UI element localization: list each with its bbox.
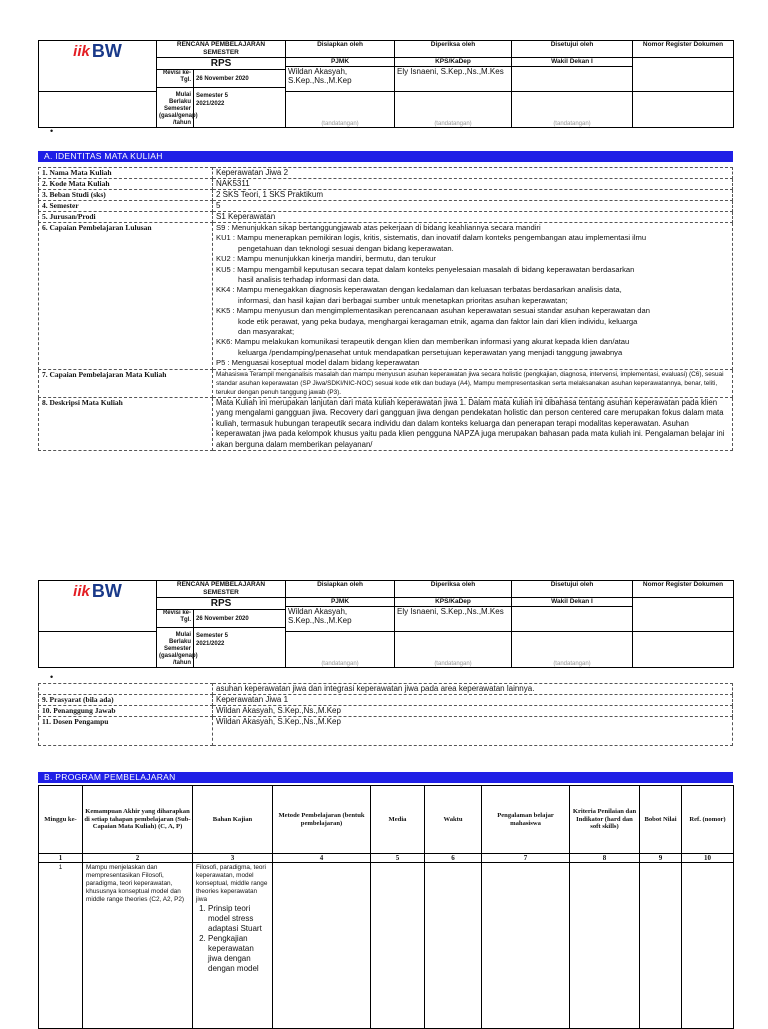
col-weight: Bobot Nilai: [640, 786, 682, 854]
identity-row: [39, 212, 733, 223]
media-cell: [371, 863, 425, 1029]
semester-value: Semester 5: [196, 632, 229, 639]
logo-text: BW: [91, 41, 122, 61]
list-item: 1. Prinsip teori model stress adaptasi Stuart: [208, 904, 269, 934]
col-number: 6: [425, 854, 482, 863]
row-label: 3. Beban Studi (sks): [39, 190, 213, 201]
row-value: 5: [213, 201, 733, 212]
doc-code: RPS: [157, 58, 286, 70]
row-value: Wildan Akasyah, S.Kep.,Ns.,M.Kep: [213, 717, 733, 746]
revisi-label: Revisi ke-: [162, 610, 191, 616]
signature-approved: (tandatangan): [512, 92, 633, 128]
semester-value: Semester 5: [196, 92, 229, 99]
row-value: S1 Keperawatan: [213, 212, 733, 223]
experience-cell: [482, 863, 570, 1029]
cpmk-text: Mahasiswa Terampil menganalisis masalah dan mampu menyusun asuhan keperawatan jiwa secara holistic (pengkajian, diagnosa, intervensi, implementasi, evaluasi) (C6), sesuai standar asuhan keperawatan (SP Jiwa/SDKI/NIC-NOC) sesuai kode etik dan budaya (A4), Mampu mempresentasikan serta melaksanakan asuhan keperawatannya, benar, teliti, terukur dengan penuh tanggung jawab (P3).: [213, 369, 733, 397]
approved-name: [512, 67, 633, 92]
material-cell: [193, 863, 273, 1029]
bullet: •: [50, 126, 54, 136]
row-value: 2 SKS Teori, 1 SKS Praktikum: [213, 190, 733, 201]
col-number: 10: [682, 854, 734, 863]
description-row: [39, 397, 733, 451]
cpl-line: S9 : Menunjukkan sikap bertanggungjawab atas pekerjaan di bidang keahliannya secara mandiri: [216, 223, 541, 232]
logo: [39, 581, 157, 632]
row-label: 9. Prasyarat (bila ada): [39, 695, 213, 706]
signature-checked: (tandatangan): [395, 632, 512, 668]
cpl-content: [213, 223, 733, 370]
logo: [39, 41, 157, 92]
checked-name: Ely Isnaeni, S.Kep.,Ns.,M.Kes: [395, 607, 512, 632]
weight-cell: [640, 863, 682, 1029]
checked-role: KPS/KaDep: [395, 58, 512, 67]
identity-row: [39, 717, 733, 746]
identity-row: [39, 190, 733, 201]
cpl-line: pengetahuan dan teknologi sesuai dengan bidang keperawatan.: [238, 243, 454, 253]
col-number: 5: [371, 854, 425, 863]
col-week: Minggu ke-: [39, 786, 83, 854]
criteria-cell: [570, 863, 640, 1029]
prepared-role: PJMK: [286, 598, 395, 607]
date-value: 26 November 2020: [194, 70, 286, 88]
row-label: 4. Semester: [39, 201, 213, 212]
continued-row: [39, 684, 733, 695]
description-label: 8. Deskripsi Mata Kuliah: [39, 397, 213, 451]
ref-cell: [682, 863, 734, 1029]
mulai-label: Mulai Berlaku: [168, 631, 191, 645]
col-time: Waktu: [425, 786, 482, 854]
document-header: [38, 580, 734, 668]
semester-label: Semester: [163, 105, 191, 112]
identity-row: [39, 201, 733, 212]
prepared-name: Wildan Akasyah, S.Kep.,Ns.,M.Kep: [286, 607, 395, 632]
row-label: 10. Penanggung Jawab: [39, 706, 213, 717]
col-number: 2: [83, 854, 193, 863]
cpl-line: P5 : Menguasai koseptual model dalam bidang keperawatan: [216, 358, 420, 368]
row-value: Wildan Akasyah, S.Kep.,Ns.,M.Kep: [213, 706, 733, 717]
material-intro: Filosofi, paradigma, teori keperawatan, model konseptual, middle range theories keperawatan jiwa: [196, 864, 268, 903]
cpl-line: dan masyarakat;: [238, 327, 295, 337]
identity-row: [39, 706, 733, 717]
row-label: 11. Dosen Pengampu: [39, 717, 213, 746]
row-label: 5. Jurusan/Prodi: [39, 212, 213, 223]
cpl-line: kode etik perawat, yang peka budaya, menghargai keragaman etnik, agama dan faktor lain dari klien individu, keluarga: [238, 316, 638, 326]
semester-label: Semester: [163, 645, 191, 652]
program-table: [38, 785, 734, 1029]
approved-role: Wakil Dekan I: [512, 58, 633, 67]
doc-code: RPS: [157, 598, 286, 610]
bullet: •: [50, 672, 54, 682]
cpl-label: 6. Capaian Pembelajaran Lulusan: [39, 223, 213, 370]
col-material: Bahan Kajian: [193, 786, 273, 854]
register-label: Nomor Register Dokumen: [633, 581, 734, 598]
prepared-name: Wildan Akasyah, S.Kep.,Ns.,M.Kep: [286, 67, 395, 92]
prepared-role: PJMK: [286, 58, 395, 67]
row-value: NAK5311: [213, 179, 733, 190]
col-method: Metode Pembelajaran (bentuk pembelajaran): [273, 786, 371, 854]
col-criteria: Kriteria Penilaian dan Indikator (hard dan soft skills): [570, 786, 640, 854]
prepared-by-label: Disiapkan oleh: [286, 581, 395, 598]
cpmk-label: 7. Capaian Pembelajaran Mata Kuliah: [39, 369, 213, 397]
col-number: 3: [193, 854, 273, 863]
approved-by-label: Disetujui oleh: [512, 41, 633, 58]
section-a-title: A. IDENTITAS MATA KULIAH: [38, 151, 733, 162]
identity-table-continued: [38, 683, 733, 746]
header-row: [39, 786, 734, 854]
cpl-line: KK5 : Mampu menyusun dan mengimplementasikan perencanaan asuhan keperawatan sesuai standar asuhan keperawatan dan: [216, 306, 650, 316]
approved-role: Wakil Dekan I: [512, 598, 633, 607]
identity-row: [39, 695, 733, 706]
identity-table: [38, 167, 733, 451]
identity-row: [39, 179, 733, 190]
plan-title: RENCANA PEMBELAJARAN SEMESTER: [157, 41, 286, 58]
cpl-line: informasi, dan hasil kajian dari berbagai sumber untuk menetapkan prioritas asuhan keperawatan;: [238, 295, 568, 305]
cpl-line: KU2 : Mampu menunjukkan kinerja mandiri, bermutu, dan terukur: [216, 254, 436, 264]
register-label: Nomor Register Dokumen: [633, 41, 734, 58]
year-value: 2021/2022: [196, 100, 225, 107]
table-row: [39, 863, 734, 1029]
col-number: 8: [570, 854, 640, 863]
date-value: 26 November 2020: [194, 610, 286, 628]
col-number: 7: [482, 854, 570, 863]
list-item: 2. Pengkajian keperawatan jiwa dengan dengan model: [208, 934, 269, 974]
cpl-line: KU1 : Mampu menerapkan pemikiran logis, kritis, sistematis, dan inovatif dalam konteks pengembangan atau implementasi ilmu: [216, 233, 647, 243]
logo-mark: iik: [73, 583, 90, 600]
cpl-line: KK4 : Mampu menegakkan diagnosis keperawatan dengan kedalaman dan keluasan terbatas berdasarkan analisis data,: [216, 285, 622, 295]
approved-name: [512, 607, 633, 632]
row-value: Keperawatan Jiwa 1: [213, 695, 733, 706]
ability-cell: Mampu menjelaskan dan mempresentasikan Filosofi, paradigma, teori keperawatan, khususnya konseptual model dan middle range theories (C2, A2, P2): [83, 863, 193, 1029]
approved-by-label: Disetujui oleh: [512, 581, 633, 598]
register-value: [633, 598, 734, 632]
col-media: Media: [371, 786, 425, 854]
cpl-line: KU5 : Mampu mengambil keputusan secara tepat dalam konteks penyelesaian masalah di bidang keperawatan berdasarkan: [216, 264, 635, 274]
gasal-label: (gasal/genap) /tahun: [159, 112, 198, 126]
cpl-row: [39, 223, 733, 370]
row-value: Keperawatan Jiwa 2: [213, 168, 733, 179]
cpl-line: keluarga /pendamping/penasehat untuk mendapatkan persetujuan keperawatan yang menjadi tanggung jawabnya: [238, 347, 623, 357]
tgl-label: Tgl.: [180, 617, 191, 623]
cpl-line: KK6: Mampu melakukan komunikasi terapeutik dengan klien dan memberikan informasi yang akurat kepada klien dan/atau: [216, 337, 630, 347]
description-text: Mata Kuliah ini merupakan lanjutan dari mata kuliah keperawatan jiwa 1. Dalam mata kuliah ini dibahasa tentang asuhan keperawatan pada klien yang mengalami gangguan jiwa. Recovery dari gangguan jiwa dengan pendekatan holistic dan person centered care merupakan fokus dalam mata kuliah, termasuk hubungan terapeutik secara individu dan dalam konteks keluarga dan penerapan terapi modalitas keperawatan. Asuhan keperawatan jiwa pada kelompok khusus yaitu pada klien pengguna NAPZA juga merupakan bahasan pada mata kuliah ini. Pengalaman belajar ini akan berguna dalam memberikan pelayanan/: [213, 397, 733, 451]
checked-name: Ely Isnaeni, S.Kep.,Ns.,M.Kes: [395, 67, 512, 92]
col-ref: Ref. (nomor): [682, 786, 734, 854]
method-cell: [273, 863, 371, 1029]
prepared-by-label: Disiapkan oleh: [286, 41, 395, 58]
cpl-line: hasil analisis terhadap informasi dan data.: [238, 275, 380, 285]
document-header: [38, 40, 734, 128]
signature-prepared: (tandatangan): [286, 92, 395, 128]
col-experience: Pengalaman belajar mahasiswa: [482, 786, 570, 854]
col-number: 9: [640, 854, 682, 863]
identity-row: [39, 168, 733, 179]
row-label: 1. Nama Mata Kuliah: [39, 168, 213, 179]
col-number: 4: [273, 854, 371, 863]
cpmk-row: [39, 369, 733, 397]
signature-checked: (tandatangan): [395, 92, 512, 128]
logo-mark: iik: [73, 43, 90, 60]
plan-title: RENCANA PEMBELAJARAN SEMESTER: [157, 581, 286, 598]
register-value: [633, 58, 734, 92]
checked-by-label: Diperiksa oleh: [395, 41, 512, 58]
year-value: 2021/2022: [196, 640, 225, 647]
section-b-title: B. PROGRAM PEMBELAJARAN: [38, 772, 733, 783]
col-ability: Kemampuan Akhir yang diharapkan di setiap tahapan pembelajaran (Sub-Capaian Mata Kuliah) (C, A, P): [83, 786, 193, 854]
week-cell: 1: [39, 863, 83, 1029]
signature-prepared: (tandatangan): [286, 632, 395, 668]
checked-by-label: Diperiksa oleh: [395, 581, 512, 598]
mulai-label: Mulai Berlaku: [168, 91, 191, 105]
row-label: 2. Kode Mata Kuliah: [39, 179, 213, 190]
revisi-label: Revisi ke-: [162, 70, 191, 76]
time-cell: [425, 863, 482, 1029]
signature-approved: (tandatangan): [512, 632, 633, 668]
tgl-label: Tgl.: [180, 77, 191, 83]
checked-role: KPS/KaDep: [395, 598, 512, 607]
number-row: [39, 854, 734, 863]
logo-text: BW: [91, 581, 122, 601]
col-number: 1: [39, 854, 83, 863]
continued-text: asuhan keperawatan jiwa dan integrasi keperawatan jiwa pada area keperawatan lainnya.: [213, 684, 733, 695]
gasal-label: (gasal/genap) /tahun: [159, 652, 198, 666]
